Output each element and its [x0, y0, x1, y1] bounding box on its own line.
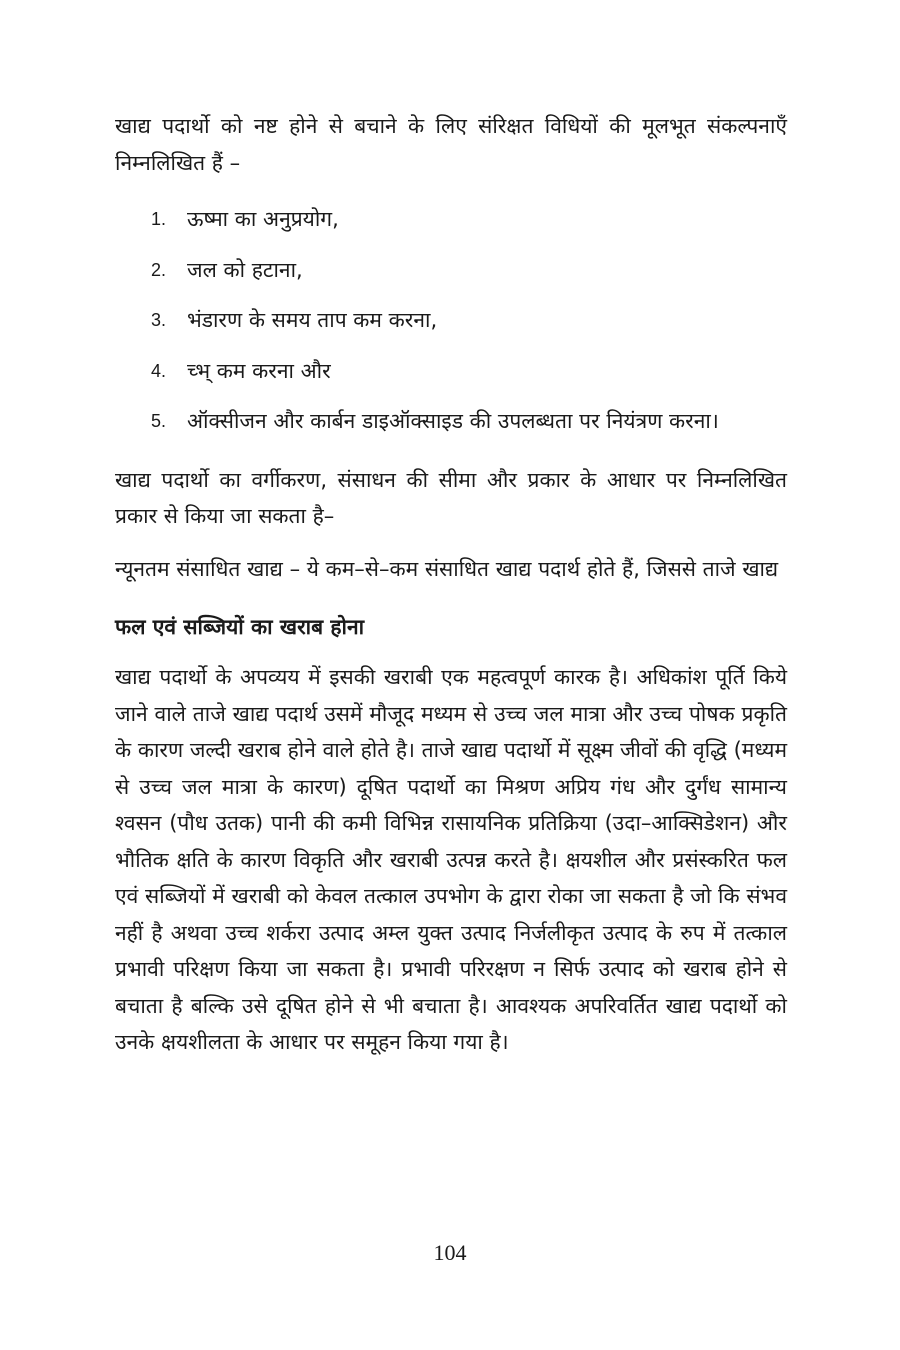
- body-paragraph: खाद्य पदार्थो के अपव्यय में इसकी खराबी एक महत्वपूर्ण कारक है। अधिकांश पूर्ति किये जाने वाले ताजे खाद्य पदार्थ उसमें मौजूद मध्यम से उच्च जल मात्रा और उच्च पोषक प्रकृति के कारण जल्दी खराब होने वाले होते है। ताजे खाद्य पदार्थो में सूक्ष्म जीवों की वृद्धि (मध्यम से उच्च जल मात्रा के कारण) दूषित पदार्थो का मिश्रण अप्रिय गंध और दुर्गंध सामान्य श्वसन (पौध उतक) पानी की कमी विभिन्न रासायनिक प्रतिक्रिया (उदा–आक्सिडेशन) और भौतिक क्षति के कारण विकृति और खराबी उत्पन्न करते है। क्षयशील और प्रसंस्करित फल एवं सब्जियों में खराबी को केवल तत्काल उपभोग के द्वारा रोका जा सकता है जो कि संभव नहीं है अथवा उच्च शर्करा उत्पाद अम्ल युक्त उत्पाद निर्जलीकृत उत्पाद के रुप में तत्काल प्रभावी परिक्षण किया जा सकता है। प्रभावी परिरक्षण न सिर्फ उत्पाद को खराब होने से बचाता है बल्कि उसे दूषित होने से भी बचाता है। आवश्यक अपरिवर्तित खाद्य पदार्थो को उनके क्षयशीलता के आधार पर समूहन किया गया है।: [115, 665, 787, 1054]
- list-item-text: ऑक्सीजन और कार्बन डाइऑक्साइड की उपलब्धता पर नियंत्रण करना।: [187, 409, 719, 433]
- list-item-text: च्भ् कम करना और: [187, 358, 331, 383]
- section-heading: फल एवं सब्जियों का खराब होना: [115, 615, 365, 639]
- list-item-number: 4.: [151, 360, 167, 381]
- preservation-methods-list: [115, 201, 787, 440]
- list-item: [115, 201, 787, 238]
- intro-paragraph: खाद्य पदार्थो को नष्ट होने से बचाने के लिए संरिक्षत विधियों की मूलभूत संकल्पनाएँ निम्नलिखित हैं –: [115, 114, 787, 175]
- list-item-number: 3.: [151, 310, 167, 330]
- minimal-processed-paragraph: न्यूनतम संसाधित खाद्य – ये कम–से–कम संसाधित खाद्य पदार्थ होते हैं, जिससे ताजे खाद्य: [115, 556, 779, 581]
- page-content: [115, 108, 787, 1061]
- list-item-text: जल को हटाना,: [187, 257, 303, 282]
- page-number: 104: [433, 1240, 467, 1265]
- classification-paragraph: खाद्य पदार्थो का वर्गीकरण, संसाधन की सीमा और प्रकार के आधार पर निम्नलिखित प्रकार से किया जा सकता है–: [115, 467, 787, 528]
- list-item: [115, 353, 787, 390]
- list-item-text: भंडारण के समय ताप कम करना,: [187, 308, 438, 332]
- list-item: [115, 403, 787, 440]
- list-item-number: 2.: [151, 259, 167, 280]
- list-item: [115, 302, 787, 339]
- list-item-text: ऊष्मा का अनुप्रयोग,: [187, 207, 339, 231]
- list-item-number: 5.: [151, 411, 167, 431]
- list-item: [115, 252, 787, 289]
- list-item-number: 1.: [151, 209, 167, 229]
